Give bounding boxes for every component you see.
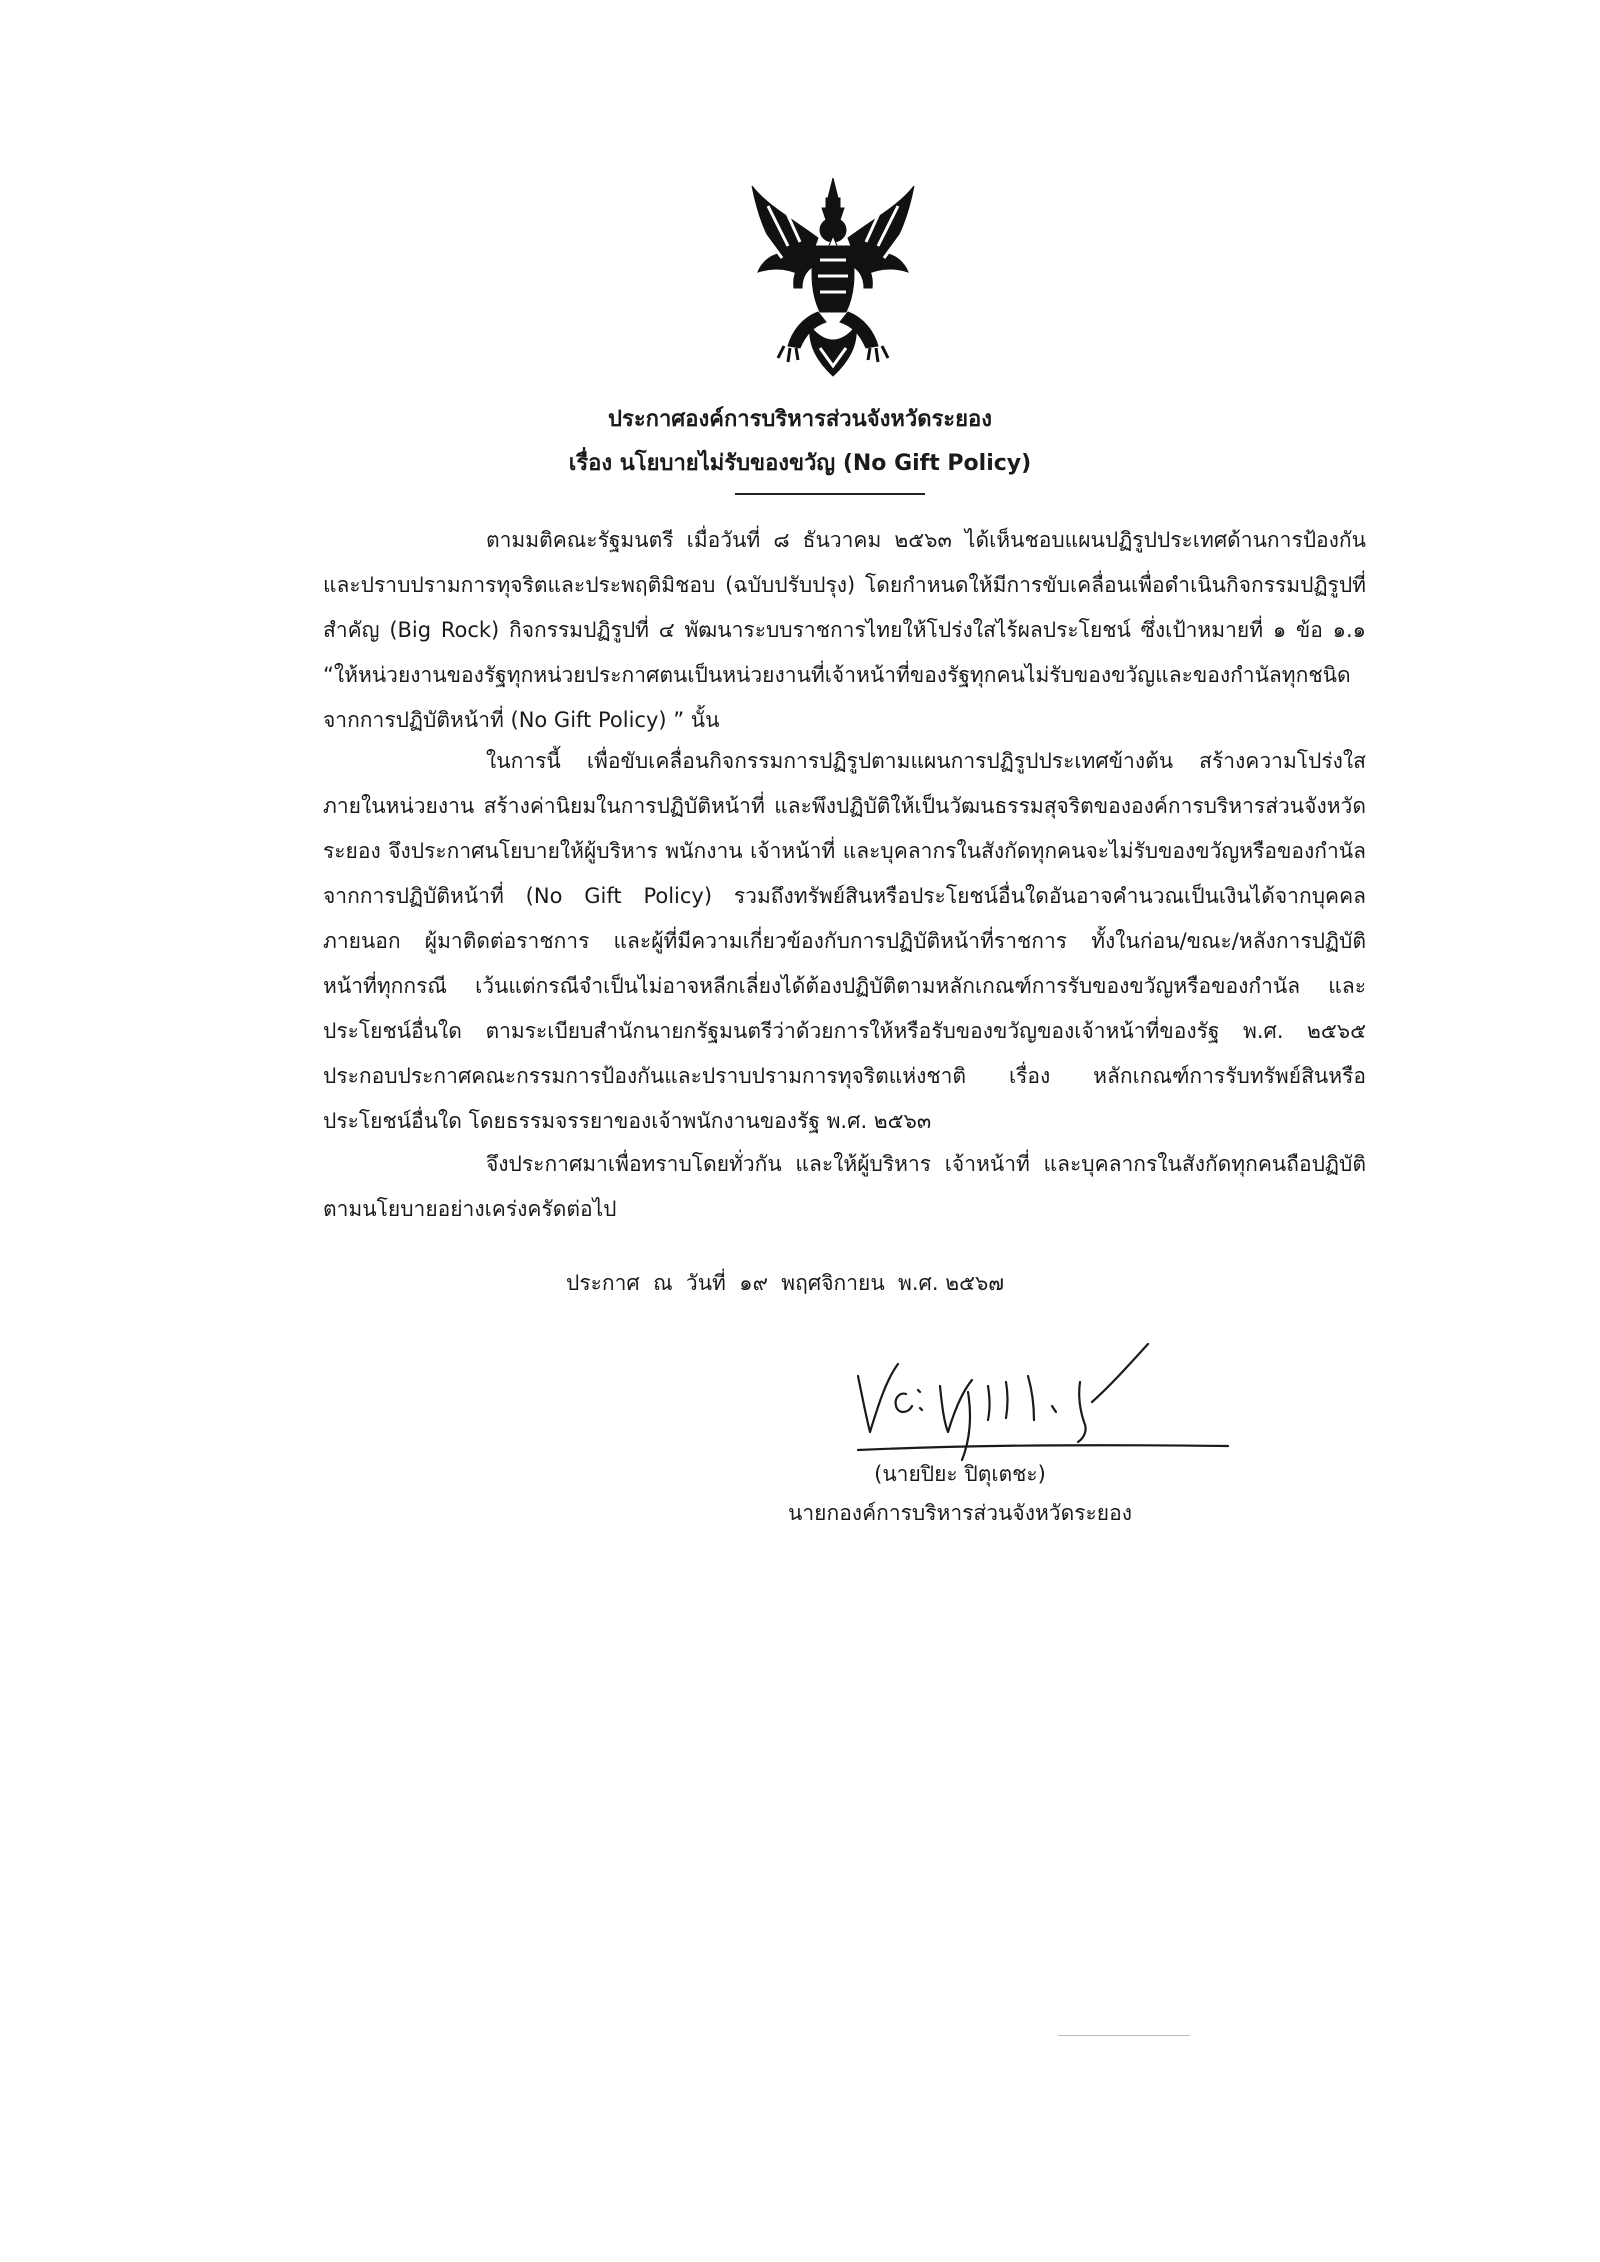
garuda-emblem-icon [748, 176, 918, 382]
title-line-subject: เรื่อง นโยบายไม่รับของขวัญ (No Gift Policy) [568, 451, 1032, 476]
paragraph-policy-declaration: ในการนี้ เพื่อขับเคลื่อนกิจกรรมการปฏิรูปตามแผนการปฏิรูปประเทศข้างต้น สร้างความโปร่งใสภายในหน่วยงาน สร้างค่านิยมในการปฏิบัติหน้าที่ และพึงปฏิบัติให้เป็นวัฒนธรรมสุจริตขององค์การบริหารส่วนจังหวัดระยอง จึงประกาศนโยบายให้ผู้บริหาร พนักงาน เจ้าหน้าที่ และบุคลากรในสังกัดทุกคนจะไม่รับของขวัญหรือของกำนัลจากการปฏิบัติหน้าที่ (No Gift Policy) รวมถึงทรัพย์สินหรือประโยชน์อื่นใดอันอาจคำนวณเป็นเงินได้จากบุคคลภายนอก ผู้มาติดต่อราชการ และผู้ที่มีความเกี่ยวข้องกับการปฏิบัติหน้าที่ราชการ ทั้งในก่อน/ขณะ/หลังการปฏิบัติหน้าที่ทุกกรณี เว้นแต่กรณีจำเป็นไม่อาจหลีกเลี่ยงได้ต้องปฏิบัติตามหลักเกณฑ์การรับของขวัญหรือของกำนัล และประโยชน์อื่นใด ตามระเบียบสำนักนายกรัฐมนตรีว่าด้วยการให้หรือรับของขวัญของเจ้าหน้าที่ของรัฐ พ.ศ. ๒๕๖๕ ประกอบประกาศคณะกรรมการป้องกันและปราบปรามการทุจริตแห่งชาติ เรื่อง หลักเกณฑ์การรับทรัพย์สินหรือประโยชน์อื่นใด โดยธรรมจรรยาของเจ้าพนักงานของรัฐ พ.ศ. ๒๕๖๓ [323, 749, 1366, 1133]
footer-mark [1058, 2035, 1190, 2036]
handwritten-signature [848, 1336, 1238, 1468]
announcement-date: ประกาศ ณ วันที่ ๑๙ พฤศจิกายน พ.ศ. ๒๕๖๗ [566, 1271, 1005, 1295]
signatory-position: นายกองค์การบริหารส่วนจังหวัดระยอง [788, 1501, 1132, 1525]
title-line-organization: ประกาศองค์การบริหารส่วนจังหวัดระยอง [608, 407, 992, 432]
signatory-block [700, 1455, 1220, 1533]
signatory-name: (นายปิยะ ปิตุเตชะ) [874, 1462, 1046, 1486]
paragraph-closing: จึงประกาศมาเพื่อทราบโดยทั่วกัน และให้ผู้บริหาร เจ้าหน้าที่ และบุคลากรในสังกัดทุกคนถือปฏิบัติตามนโยบายอย่างเคร่งครัดต่อไป [323, 1152, 1366, 1221]
title-divider [735, 493, 925, 495]
announcement-title [300, 398, 1300, 486]
paragraph-cabinet-resolution: ตามมติคณะรัฐมนตรี เมื่อวันที่ ๘ ธันวาคม ๒๕๖๓ ได้เห็นชอบแผนปฏิรูปประเทศด้านการป้องกันและปราบปรามการทุจริตและประพฤติมิชอบ (ฉบับปรับปรุง) โดยกำหนดให้มีการขับเคลื่อนเพื่อดำเนินกิจกรรมปฏิรูปที่สำคัญ (Big Rock) กิจกรรมปฏิรูปที่ ๔ พัฒนาระบบราชการไทยให้โปร่งใสไร้ผลประโยชน์ ซึ่งเป้าหมายที่ ๑ ข้อ ๑.๑ “ให้หน่วยงานของรัฐทุกหน่วยประกาศตนเป็นหน่วยงานที่เจ้าหน้าที่ของรัฐทุกคนไม่รับของขวัญและของกำนัลทุกชนิดจากการปฏิบัติหน้าที่ (No Gift Policy) ” นั้น [323, 528, 1366, 732]
